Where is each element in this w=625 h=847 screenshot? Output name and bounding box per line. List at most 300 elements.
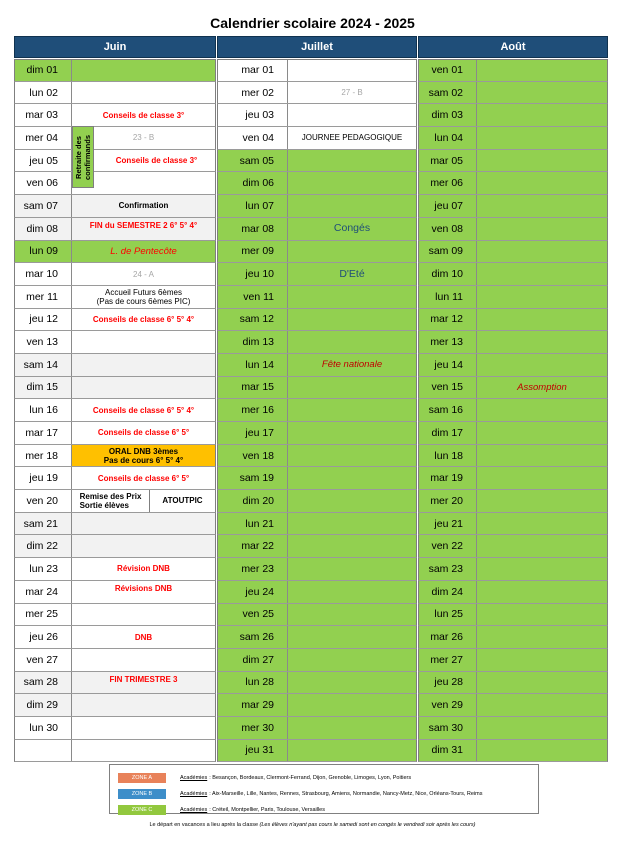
event-cell bbox=[477, 604, 607, 626]
event-cell bbox=[72, 354, 215, 376]
day-cell: ven 15 bbox=[419, 377, 477, 399]
calendar-row bbox=[217, 218, 417, 241]
day-cell: sam 19 bbox=[218, 467, 288, 489]
calendar-row bbox=[217, 422, 417, 445]
day-cell: lun 09 bbox=[15, 241, 72, 263]
day-cell: mar 19 bbox=[419, 467, 477, 489]
calendar-row bbox=[14, 672, 216, 695]
event-text: 23 - B bbox=[132, 133, 155, 143]
calendar-row bbox=[418, 694, 608, 717]
event-cell bbox=[288, 195, 416, 217]
day-cell: sam 21 bbox=[15, 513, 72, 535]
month-column-juillet bbox=[217, 59, 417, 762]
day-cell: mer 11 bbox=[15, 286, 72, 308]
event-cell bbox=[477, 377, 607, 399]
calendar-row bbox=[418, 740, 608, 763]
day-cell: dim 29 bbox=[15, 694, 72, 716]
calendar-row bbox=[418, 218, 608, 241]
event-cell bbox=[72, 399, 215, 421]
retraite-confirmands-label bbox=[72, 126, 94, 188]
day-cell: sam 26 bbox=[218, 626, 288, 648]
event-cell bbox=[477, 535, 607, 557]
event-cell bbox=[477, 354, 607, 376]
day-cell: dim 10 bbox=[419, 263, 477, 285]
day-cell: mer 06 bbox=[419, 172, 477, 194]
calendar-row bbox=[418, 195, 608, 218]
event-text: Conseils de classe 6° 5° 4° bbox=[92, 314, 195, 324]
month-column-juin bbox=[14, 59, 216, 762]
day-cell: dim 15 bbox=[15, 377, 72, 399]
calendar-row bbox=[14, 422, 216, 445]
event-cell bbox=[288, 377, 416, 399]
event-cell bbox=[72, 467, 215, 489]
event-cell bbox=[288, 241, 416, 263]
calendar-row bbox=[217, 672, 417, 695]
month-header-juin: Juin bbox=[14, 36, 216, 58]
event-cell bbox=[477, 626, 607, 648]
day-cell: mar 24 bbox=[15, 581, 72, 603]
day-cell: jeu 07 bbox=[419, 195, 477, 217]
event-text: L. de Pentecôte bbox=[110, 245, 177, 257]
day-cell: sam 28 bbox=[15, 672, 72, 694]
event-cell bbox=[477, 649, 607, 671]
day-cell: ven 13 bbox=[15, 331, 72, 353]
calendar-row bbox=[14, 286, 216, 309]
day-cell: lun 30 bbox=[15, 717, 72, 739]
calendar-row bbox=[217, 694, 417, 717]
day-cell: mar 15 bbox=[218, 377, 288, 399]
day-cell: lun 28 bbox=[218, 672, 288, 694]
calendar-row bbox=[418, 626, 608, 649]
event-cell bbox=[72, 263, 215, 285]
calendar-row bbox=[14, 535, 216, 558]
calendar-row bbox=[14, 377, 216, 400]
event-cell bbox=[477, 740, 607, 762]
event-cell bbox=[72, 82, 215, 104]
day-cell: mer 13 bbox=[419, 331, 477, 353]
calendar-row bbox=[14, 604, 216, 627]
event-text: Révision DNB bbox=[117, 564, 170, 574]
calendar-row bbox=[217, 150, 417, 173]
calendar-row bbox=[418, 445, 608, 468]
day-cell: dim 22 bbox=[15, 535, 72, 557]
day-cell: mer 09 bbox=[218, 241, 288, 263]
event-cell bbox=[288, 172, 416, 194]
calendar-row bbox=[418, 263, 608, 286]
calendar-row bbox=[418, 490, 608, 513]
day-cell: dim 20 bbox=[218, 490, 288, 512]
day-cell: sam 12 bbox=[218, 309, 288, 331]
day-cell: mar 12 bbox=[419, 309, 477, 331]
calendar-row bbox=[418, 309, 608, 332]
event-cell bbox=[72, 581, 215, 603]
event-text: Conseils de classe 6° 5° bbox=[97, 428, 190, 438]
event-cell bbox=[477, 172, 607, 194]
day-cell: sam 05 bbox=[218, 150, 288, 172]
event-cell bbox=[288, 740, 416, 762]
calendar-row bbox=[418, 104, 608, 127]
event-cell bbox=[72, 672, 215, 694]
legend-row bbox=[110, 787, 538, 801]
calendar-row bbox=[418, 535, 608, 558]
event-cell bbox=[477, 694, 607, 716]
calendar-row bbox=[14, 558, 216, 581]
day-cell: ven 25 bbox=[218, 604, 288, 626]
event-text: JOURNEE PEDAGOGIQUE bbox=[301, 133, 403, 143]
day-cell: lun 25 bbox=[419, 604, 477, 626]
legend-row bbox=[110, 771, 538, 785]
event-cell bbox=[288, 445, 416, 467]
day-cell: mer 25 bbox=[15, 604, 72, 626]
event-cell bbox=[477, 422, 607, 444]
calendar-row bbox=[217, 331, 417, 354]
event-cell bbox=[288, 626, 416, 648]
day-cell: sam 09 bbox=[419, 241, 477, 263]
event-text: FIN du SEMESTRE 2 6° 5° 4° bbox=[89, 220, 198, 230]
day-cell: mar 29 bbox=[218, 694, 288, 716]
day-cell: mer 02 bbox=[218, 82, 288, 104]
event-cell bbox=[72, 195, 215, 217]
day-cell: ven 04 bbox=[218, 127, 288, 149]
calendar-row bbox=[14, 694, 216, 717]
calendar-row bbox=[418, 604, 608, 627]
event-cell bbox=[72, 331, 215, 353]
calendar-row bbox=[418, 649, 608, 672]
event-cell bbox=[288, 150, 416, 172]
calendar-row bbox=[418, 581, 608, 604]
day-cell: mar 08 bbox=[218, 218, 288, 240]
day-cell: dim 08 bbox=[15, 218, 72, 240]
event-cell bbox=[72, 535, 215, 557]
event-cell bbox=[288, 694, 416, 716]
calendar-row bbox=[14, 263, 216, 286]
event-text: DNB bbox=[134, 632, 153, 642]
event-cell bbox=[288, 82, 416, 104]
calendar-row bbox=[418, 672, 608, 695]
event-cell bbox=[477, 263, 607, 285]
calendar-row bbox=[217, 309, 417, 332]
calendar-row bbox=[217, 740, 417, 763]
page-title: Calendrier scolaire 2024 - 2025 bbox=[210, 15, 415, 31]
calendar-row bbox=[418, 513, 608, 536]
day-cell: lun 16 bbox=[15, 399, 72, 421]
event-cell bbox=[72, 218, 215, 240]
event-text: Fête nationale bbox=[321, 359, 383, 371]
calendar-row bbox=[217, 172, 417, 195]
calendar-row bbox=[14, 354, 216, 377]
calendar-row bbox=[418, 286, 608, 309]
day-cell: ven 29 bbox=[419, 694, 477, 716]
calendar-row bbox=[14, 490, 216, 513]
event-cell bbox=[72, 694, 215, 716]
calendar-row bbox=[418, 558, 608, 581]
event-text: Accueil Futurs 6èmes (Pas de cours 6èmes PIC) bbox=[96, 287, 191, 306]
zone-text: Académies : Aix-Marseille, Lille, Nantes, Rennes, Strasbourg, Amiens, Normandie, Nancy-Metz, Nice, Orléans-Tours, Reims bbox=[180, 791, 483, 797]
day-cell: jeu 14 bbox=[419, 354, 477, 376]
day-cell: sam 30 bbox=[419, 717, 477, 739]
event-cell bbox=[288, 60, 416, 81]
event-cell bbox=[477, 82, 607, 104]
event-cell bbox=[72, 422, 215, 444]
month-header-juillet: Juillet bbox=[217, 36, 417, 58]
day-cell: jeu 19 bbox=[15, 467, 72, 489]
day-cell: ven 22 bbox=[419, 535, 477, 557]
calendar-row bbox=[14, 104, 216, 127]
day-cell: jeu 26 bbox=[15, 626, 72, 648]
zone-text: Académies : Créteil, Montpellier, Paris, Toulouse, Versailles bbox=[180, 807, 325, 813]
calendar-row bbox=[418, 59, 608, 82]
calendar-row bbox=[418, 150, 608, 173]
atoutpic-text: ATOUTPIC bbox=[162, 496, 203, 506]
event-cell bbox=[288, 331, 416, 353]
event-cell bbox=[288, 535, 416, 557]
calendar-row bbox=[418, 241, 608, 264]
event-cell bbox=[477, 513, 607, 535]
day-cell: dim 03 bbox=[419, 104, 477, 126]
day-cell: jeu 03 bbox=[218, 104, 288, 126]
calendar-row bbox=[418, 127, 608, 150]
event-cell bbox=[72, 513, 215, 535]
event-text: Confirmation bbox=[118, 201, 169, 211]
remise-des-prix-text: Remise des Prix Sortie élèves bbox=[72, 490, 150, 512]
day-cell: lun 04 bbox=[419, 127, 477, 149]
day-cell: jeu 05 bbox=[15, 150, 72, 172]
event-cell bbox=[288, 263, 416, 285]
day-cell: ven 11 bbox=[218, 286, 288, 308]
day-cell: mer 18 bbox=[15, 445, 72, 467]
event-cell bbox=[72, 377, 215, 399]
day-cell: jeu 17 bbox=[218, 422, 288, 444]
event-cell bbox=[477, 672, 607, 694]
day-cell: dim 01 bbox=[15, 60, 72, 81]
calendar-row bbox=[418, 422, 608, 445]
event-cell bbox=[477, 399, 607, 421]
event-cell bbox=[477, 127, 607, 149]
event-cell bbox=[477, 241, 607, 263]
event-cell bbox=[477, 490, 607, 512]
day-cell: ven 18 bbox=[218, 445, 288, 467]
day-cell: mer 23 bbox=[218, 558, 288, 580]
calendar-row bbox=[418, 82, 608, 105]
day-cell: ven 27 bbox=[15, 649, 72, 671]
calendar-row bbox=[217, 558, 417, 581]
event-cell bbox=[477, 195, 607, 217]
day-cell: mar 17 bbox=[15, 422, 72, 444]
event-cell bbox=[72, 558, 215, 580]
event-text: Révisions DNB bbox=[114, 583, 173, 593]
day-cell: lun 07 bbox=[218, 195, 288, 217]
zone-chip: ZONE B bbox=[118, 789, 166, 799]
calendar-row bbox=[217, 445, 417, 468]
calendar-row bbox=[217, 626, 417, 649]
day-cell: sam 14 bbox=[15, 354, 72, 376]
calendar-row bbox=[14, 218, 216, 241]
day-cell: mar 26 bbox=[419, 626, 477, 648]
calendar-row bbox=[14, 717, 216, 740]
day-cell: dim 17 bbox=[419, 422, 477, 444]
event-cell bbox=[288, 649, 416, 671]
day-cell: dim 31 bbox=[419, 740, 477, 762]
event-cell bbox=[288, 467, 416, 489]
footnote bbox=[0, 822, 625, 828]
event-text: Conseils de classe 3° bbox=[102, 110, 185, 120]
day-cell: lun 23 bbox=[15, 558, 72, 580]
day-cell: ven 01 bbox=[419, 60, 477, 81]
event-cell bbox=[72, 60, 215, 81]
event-cell bbox=[477, 104, 607, 126]
event-cell bbox=[477, 331, 607, 353]
day-cell: jeu 31 bbox=[218, 740, 288, 762]
zone-chip: ZONE C bbox=[118, 805, 166, 815]
day-cell: jeu 21 bbox=[419, 513, 477, 535]
event-text: Assomption bbox=[517, 381, 567, 393]
event-cell bbox=[477, 150, 607, 172]
calendar-row bbox=[418, 377, 608, 400]
day-cell: lun 14 bbox=[218, 354, 288, 376]
day-cell: jeu 10 bbox=[218, 263, 288, 285]
event-text: Conseils de classe 6° 5° bbox=[97, 473, 190, 483]
event-cell bbox=[288, 286, 416, 308]
calendar-row bbox=[217, 467, 417, 490]
calendar-row bbox=[217, 286, 417, 309]
event-text: FIN TRIMESTRE 3 bbox=[109, 674, 178, 684]
day-cell: dim 06 bbox=[218, 172, 288, 194]
footnote-main: Le départ en vacances a lieu après la classe bbox=[149, 822, 259, 828]
event-cell bbox=[72, 241, 215, 263]
event-cell bbox=[72, 604, 215, 626]
event-cell bbox=[288, 513, 416, 535]
event-cell bbox=[72, 490, 215, 512]
calendar-row bbox=[14, 150, 216, 173]
event-text: ORAL DNB 3èmes Pas de cours 6° 5° 4° bbox=[103, 446, 184, 465]
event-cell bbox=[72, 740, 215, 762]
event-cell bbox=[72, 309, 215, 331]
day-cell: jeu 24 bbox=[218, 581, 288, 603]
calendar-row bbox=[217, 535, 417, 558]
event-cell bbox=[477, 445, 607, 467]
calendar-row bbox=[217, 59, 417, 82]
calendar-row bbox=[418, 172, 608, 195]
retraite-confirmands-text: Retraite des confirmands bbox=[73, 134, 92, 180]
legend-rows bbox=[110, 765, 538, 817]
event-text: Conseils de classe 6° 5° 4° bbox=[92, 405, 195, 415]
day-cell: mer 27 bbox=[419, 649, 477, 671]
calendar-row bbox=[14, 331, 216, 354]
event-text: 24 - A bbox=[133, 269, 154, 279]
calendar-row bbox=[217, 377, 417, 400]
day-cell: mar 01 bbox=[218, 60, 288, 81]
calendar-row bbox=[14, 309, 216, 332]
day-cell: sam 16 bbox=[419, 399, 477, 421]
day-cell: mer 16 bbox=[218, 399, 288, 421]
event-cell bbox=[288, 581, 416, 603]
event-cell bbox=[288, 672, 416, 694]
legend-row bbox=[110, 803, 538, 817]
calendar-row bbox=[418, 354, 608, 377]
calendar-row bbox=[14, 581, 216, 604]
event-cell bbox=[288, 399, 416, 421]
day-cell: lun 11 bbox=[419, 286, 477, 308]
calendar-row bbox=[217, 127, 417, 150]
day-cell: dim 13 bbox=[218, 331, 288, 353]
calendar-row bbox=[14, 82, 216, 105]
calendar-row bbox=[14, 445, 216, 468]
day-cell: dim 24 bbox=[419, 581, 477, 603]
calendar-row bbox=[14, 241, 216, 264]
event-cell bbox=[72, 717, 215, 739]
day-cell: sam 23 bbox=[419, 558, 477, 580]
calendar-row bbox=[418, 399, 608, 422]
calendar-row bbox=[14, 195, 216, 218]
day-cell: lun 21 bbox=[218, 513, 288, 535]
calendar-row bbox=[217, 263, 417, 286]
day-cell: lun 02 bbox=[15, 82, 72, 104]
calendar-row bbox=[14, 399, 216, 422]
day-cell: lun 18 bbox=[419, 445, 477, 467]
event-cell bbox=[288, 558, 416, 580]
day-cell: ven 06 bbox=[15, 172, 72, 194]
event-cell bbox=[288, 218, 416, 240]
day-cell: jeu 12 bbox=[15, 309, 72, 331]
calendar-row bbox=[418, 467, 608, 490]
event-cell bbox=[288, 604, 416, 626]
calendar-row bbox=[418, 331, 608, 354]
calendar-row bbox=[217, 82, 417, 105]
day-cell: mer 04 bbox=[15, 127, 72, 149]
day-cell: mar 10 bbox=[15, 263, 72, 285]
event-cell bbox=[72, 649, 215, 671]
calendar-row bbox=[217, 241, 417, 264]
event-cell bbox=[477, 286, 607, 308]
event-text: Conseils de classe 3° bbox=[115, 156, 198, 166]
event-text: Congés bbox=[333, 222, 371, 235]
event-cell bbox=[72, 286, 215, 308]
calendar-row bbox=[14, 467, 216, 490]
calendar-row bbox=[14, 740, 216, 763]
day-cell: jeu 28 bbox=[419, 672, 477, 694]
calendar-row bbox=[217, 399, 417, 422]
day-cell: dim 27 bbox=[218, 649, 288, 671]
event-cell bbox=[72, 445, 215, 467]
event-cell bbox=[477, 309, 607, 331]
event-cell bbox=[477, 581, 607, 603]
event-cell bbox=[288, 354, 416, 376]
event-cell bbox=[288, 104, 416, 126]
zones-legend bbox=[109, 764, 539, 814]
day-cell: sam 02 bbox=[419, 82, 477, 104]
calendar-row bbox=[217, 195, 417, 218]
calendar-row bbox=[14, 59, 216, 82]
calendar-row bbox=[14, 513, 216, 536]
event-cell bbox=[477, 60, 607, 81]
day-cell: sam 07 bbox=[15, 195, 72, 217]
day-cell: mar 03 bbox=[15, 104, 72, 126]
event-cell bbox=[477, 717, 607, 739]
event-cell bbox=[288, 717, 416, 739]
calendar-row bbox=[217, 717, 417, 740]
calendar-row bbox=[217, 581, 417, 604]
event-text: D'Eté bbox=[339, 267, 365, 280]
zone-chip: ZONE A bbox=[118, 773, 166, 783]
day-cell bbox=[15, 740, 72, 762]
month-header-aout: Août bbox=[418, 36, 608, 58]
day-cell: ven 08 bbox=[419, 218, 477, 240]
zone-text: Académies : Besançon, Bordeaux, Clermont-Ferrand, Dijon, Grenoble, Limoges, Lyon, Poitiers bbox=[180, 775, 412, 781]
day-cell: mar 05 bbox=[419, 150, 477, 172]
calendar-row bbox=[217, 354, 417, 377]
day-cell: mer 30 bbox=[218, 717, 288, 739]
calendar-row bbox=[14, 127, 216, 150]
